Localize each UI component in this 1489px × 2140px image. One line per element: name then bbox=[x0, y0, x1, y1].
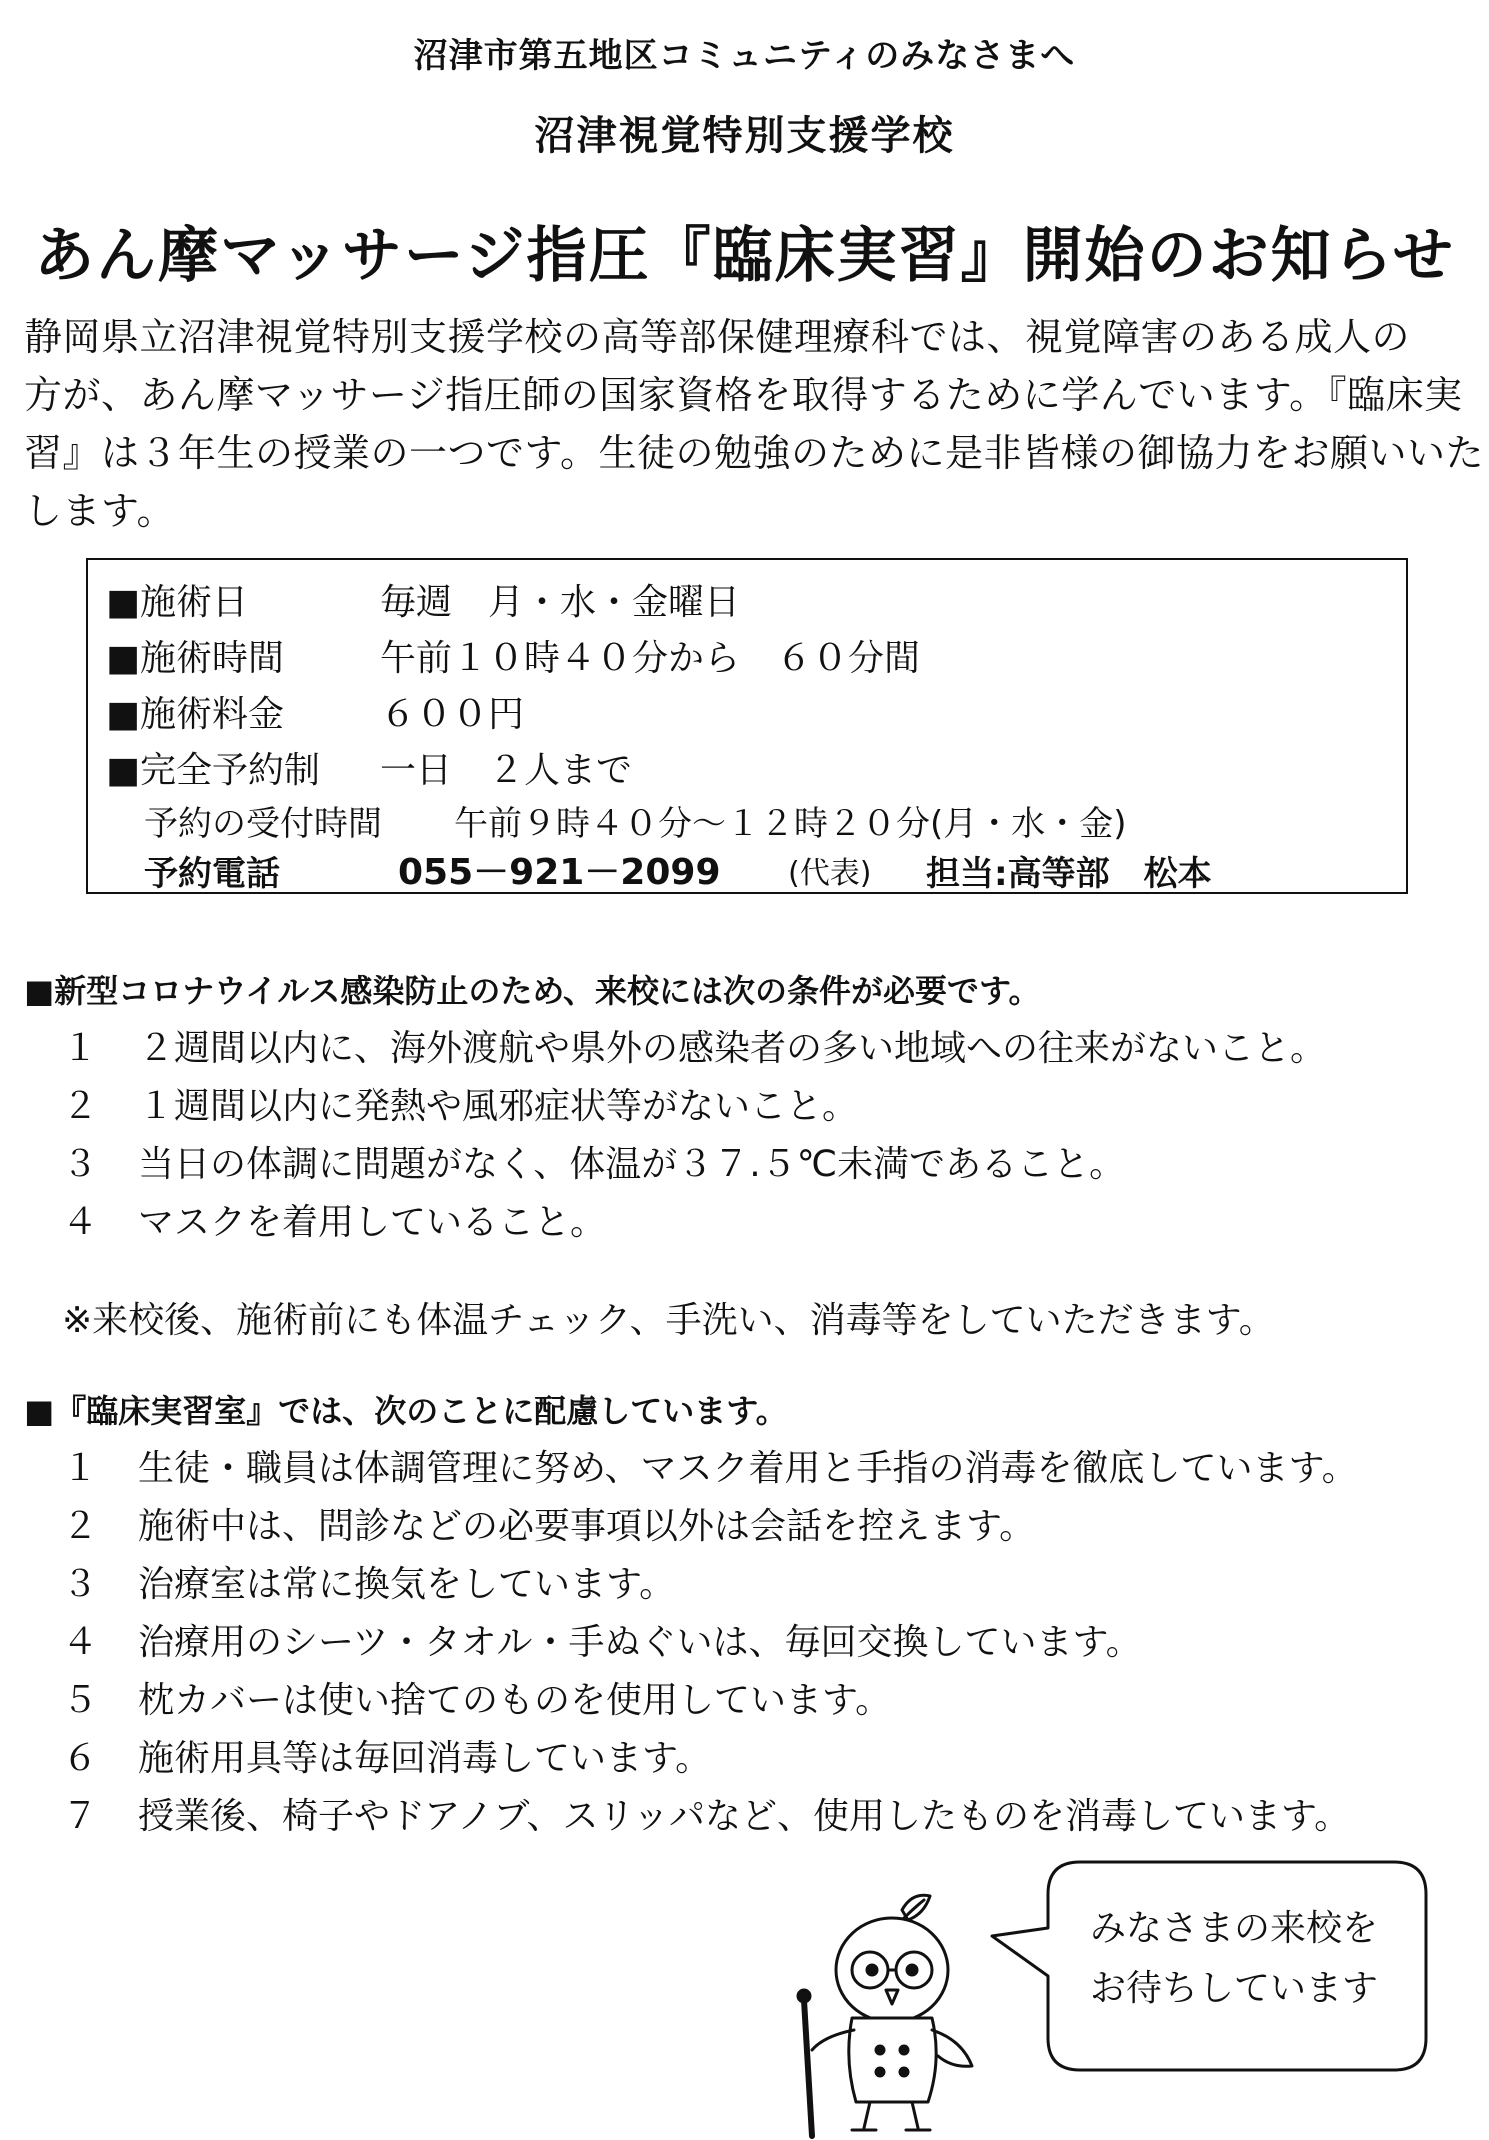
phone-number: 055－921－2099 bbox=[398, 852, 721, 893]
care-section-heading: ■『臨床実習室』では、次のことに配慮しています。 bbox=[24, 1392, 788, 1430]
intro-line: します。 bbox=[24, 489, 175, 533]
info-box bbox=[86, 558, 1408, 894]
school-name: 沼津視覚特別支援学校 bbox=[534, 113, 955, 159]
reservation-label: ■完全予約制 bbox=[106, 750, 321, 791]
list-text: １週間以内に発熱や風邪症状等がないこと。 bbox=[138, 1086, 859, 1127]
list-number: ４ bbox=[62, 1202, 99, 1243]
intro-line: 習』は３年生の授業の一つです。生徒の勉強のために是非皆様の御協力をお願いいた bbox=[24, 431, 1484, 475]
bubble-line-1: みなさまの来校を bbox=[1090, 1908, 1379, 1949]
list-text: 治療用のシーツ・タオル・手ぬぐいは、毎回交換しています。 bbox=[138, 1622, 1142, 1663]
time-value: 午前１０時４０分から ６０分間 bbox=[380, 638, 921, 679]
list-text: 当日の体調に問題がなく、体温が３７.５℃未満であること。 bbox=[138, 1144, 1126, 1185]
visit-note: ※来校後、施術前にも体温チェック、手洗い、消毒等をしていただきます。 bbox=[62, 1300, 1275, 1341]
list-number: ４ bbox=[62, 1622, 99, 1663]
list-number: ２ bbox=[62, 1506, 99, 1547]
list-text: 治療室は常に換気をしています。 bbox=[138, 1564, 676, 1605]
list-text: 施術中は、問診などの必要事項以外は会話を控えます。 bbox=[138, 1506, 1036, 1547]
phone-label: 予約電話 bbox=[144, 854, 280, 894]
covid-section-heading: ■新型コロナウイルス感染防止のため、来校には次の条件が必要です。 bbox=[24, 972, 1041, 1010]
intro-line: 静岡県立沼津視覚特別支援学校の高等部保健理療科では、視覚障害のある成人の bbox=[24, 315, 1411, 359]
list-number: ３ bbox=[62, 1144, 99, 1185]
phone-suffix: (代表) bbox=[788, 856, 872, 891]
fee-value: ６００円 bbox=[380, 694, 525, 735]
time-label: ■施術時間 bbox=[106, 638, 285, 679]
list-text: 施術用具等は毎回消毒しています。 bbox=[138, 1738, 712, 1779]
list-number: ２ bbox=[62, 1086, 99, 1127]
intro-line: 方が、あん摩マッサージ指圧師の国家資格を取得するために学んでいます。『臨床実 bbox=[24, 373, 1463, 417]
list-number: １ bbox=[62, 1448, 99, 1489]
schedule-label: ■施術日 bbox=[106, 582, 249, 623]
list-number: ５ bbox=[62, 1680, 99, 1721]
list-text: ２週間以内に、海外渡航や県外の感染者の多い地域への往来がないこと。 bbox=[138, 1028, 1327, 1069]
list-number: ６ bbox=[62, 1738, 99, 1779]
list-number: ３ bbox=[62, 1564, 99, 1605]
list-number: １ bbox=[62, 1028, 99, 1069]
fee-label: ■施術料金 bbox=[106, 694, 285, 735]
reception-value: 午前９時４０分～１２時２０分(月・水・金) bbox=[454, 804, 1127, 844]
bubble-line-2: お待ちしています bbox=[1090, 1968, 1379, 2009]
list-text: マスクを着用していること。 bbox=[138, 1202, 607, 1243]
recipients-heading: 沼津市第五地区コミュニティのみなさまへ bbox=[413, 36, 1076, 76]
mascot-illustration bbox=[752, 1890, 992, 2140]
list-text: 生徒・職員は体調管理に努め、マスク着用と手指の消毒を徹底しています。 bbox=[138, 1448, 1358, 1489]
list-text: 枕カバーは使い捨てのものを使用しています。 bbox=[138, 1680, 892, 1721]
list-number: ７ bbox=[62, 1796, 99, 1837]
reception-label: 予約の受付時間 bbox=[144, 804, 382, 844]
contact-person: 担当:高等部 松本 bbox=[926, 854, 1212, 894]
page-title: あん摩マッサージ指圧『臨床実習』開始のお知らせ bbox=[34, 221, 1455, 291]
list-text: 授業後、椅子やドアノブ、スリッパなど、使用したものを消毒しています。 bbox=[138, 1796, 1351, 1837]
reservation-value: 一日 ２人まで bbox=[380, 750, 633, 791]
schedule-value: 毎週 月・水・金曜日 bbox=[380, 582, 741, 623]
